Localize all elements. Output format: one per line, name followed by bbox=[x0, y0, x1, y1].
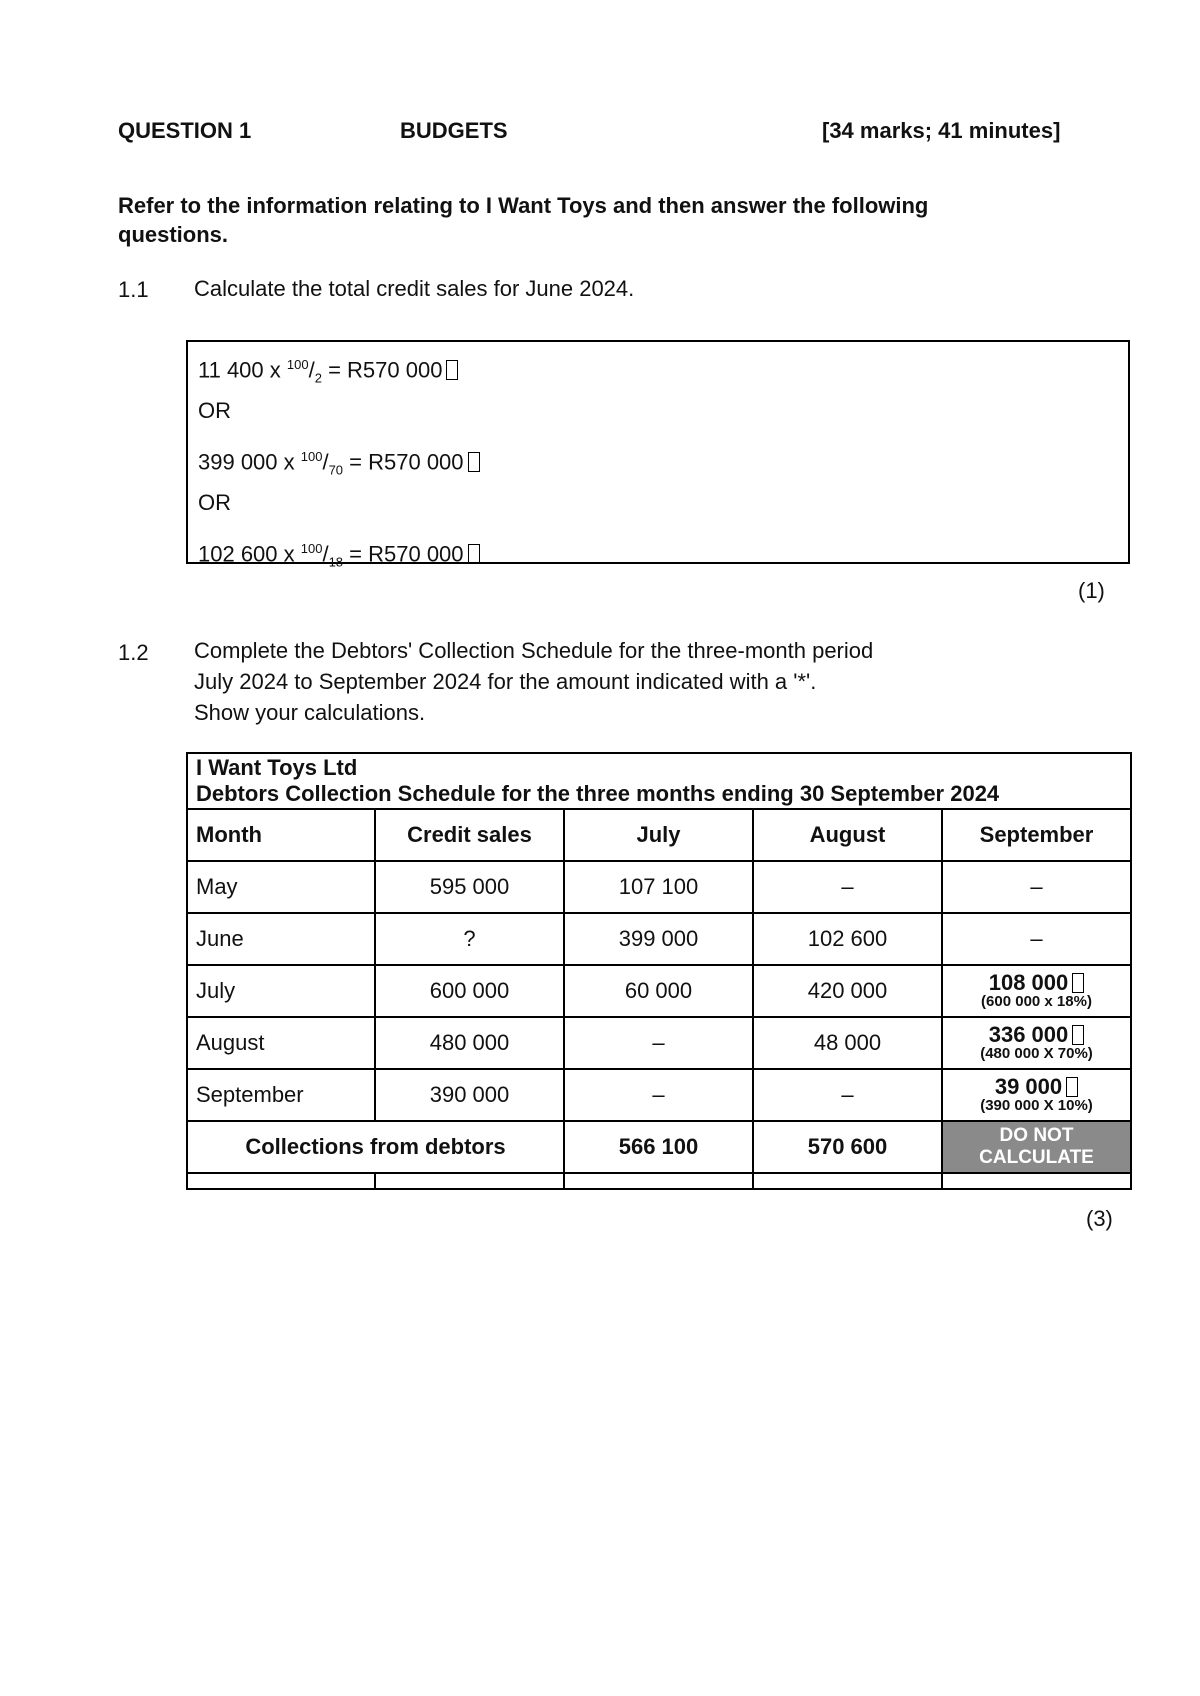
question-topic: BUDGETS bbox=[400, 118, 508, 143]
answer-cell: 336 000 (480 000 X 70%) bbox=[942, 1017, 1131, 1069]
total-label: Collections from debtors bbox=[187, 1121, 564, 1173]
answer-or: OR bbox=[198, 398, 231, 423]
column-header: Month bbox=[187, 809, 375, 861]
answer-line: 102 600 x $^{100}/_{18} = R570$ 000 bbox=[198, 534, 1118, 580]
total-july: 566 100 bbox=[564, 1121, 753, 1173]
totals-row bbox=[187, 1121, 1131, 1173]
q1-2-marks: (3) bbox=[1086, 1206, 1113, 1231]
column-header: August bbox=[753, 809, 942, 861]
table-header-row bbox=[187, 809, 1131, 861]
total-august: 570 600 bbox=[753, 1121, 942, 1173]
instructions: Refer to the information relating to I Want Toys and then answer the following questions. bbox=[118, 193, 929, 247]
schedule-title: I Want Toys Ltd Debtors Collection Schedule for the three months ending 30 September 2024 bbox=[187, 753, 1131, 809]
answer-or: OR bbox=[198, 490, 231, 515]
table-row: July 600 000 60 000 420 000 108 000 (600 000 x 18%) bbox=[187, 965, 1131, 1017]
tick-mark-icon bbox=[446, 360, 458, 380]
q1-1-text: Calculate the total credit sales for June 2024. bbox=[194, 276, 635, 301]
answer-cell: 39 000 (390 000 X 10%) bbox=[942, 1069, 1131, 1121]
blank-row bbox=[187, 1173, 1131, 1189]
q1-1-marks: (1) bbox=[1078, 578, 1105, 603]
column-header: September bbox=[942, 809, 1131, 861]
tick-mark-icon bbox=[468, 544, 480, 564]
table-row: May 595 000 107 100 – – bbox=[187, 861, 1131, 913]
q1-1-number: 1.1 bbox=[118, 277, 149, 302]
tick-mark-icon bbox=[1066, 1077, 1078, 1097]
answer-line: 11 400 x $^{100}/_2 = R570$ 000 bbox=[198, 350, 1118, 396]
debtors-collection-schedule bbox=[186, 752, 1132, 1190]
tick-mark-icon bbox=[1072, 1025, 1084, 1045]
table-row: September 390 000 – – 39 000 (390 000 X 10%) bbox=[187, 1069, 1131, 1121]
q1-2-number: 1.2 bbox=[118, 640, 149, 665]
tick-mark-icon bbox=[1072, 973, 1084, 993]
tick-mark-icon bbox=[468, 452, 480, 472]
q1-1-answer-box bbox=[186, 340, 1130, 570]
question-marks-time: [34 marks; 41 minutes] bbox=[822, 118, 1061, 143]
do-not-calculate-cell: DO NOT CALCULATE bbox=[942, 1121, 1131, 1173]
q1-2-text: Complete the Debtors' Collection Schedule for the three-month period July 2024 to September 2024 for the amount indicated with a '*'. Show your calculations. bbox=[194, 638, 874, 725]
answer-line: 399 000 x $^{100}/_{70} = R570$ 000 bbox=[198, 442, 1118, 488]
table-row: August 480 000 – 48 000 336 000 (480 000 X 70%) bbox=[187, 1017, 1131, 1069]
answer-cell: 108 000 (600 000 x 18%) bbox=[942, 965, 1131, 1017]
column-header: Credit sales bbox=[375, 809, 564, 861]
table-row: June ? 399 000 102 600 – bbox=[187, 913, 1131, 965]
question-label: QUESTION 1 bbox=[118, 118, 252, 143]
column-header: July bbox=[564, 809, 753, 861]
